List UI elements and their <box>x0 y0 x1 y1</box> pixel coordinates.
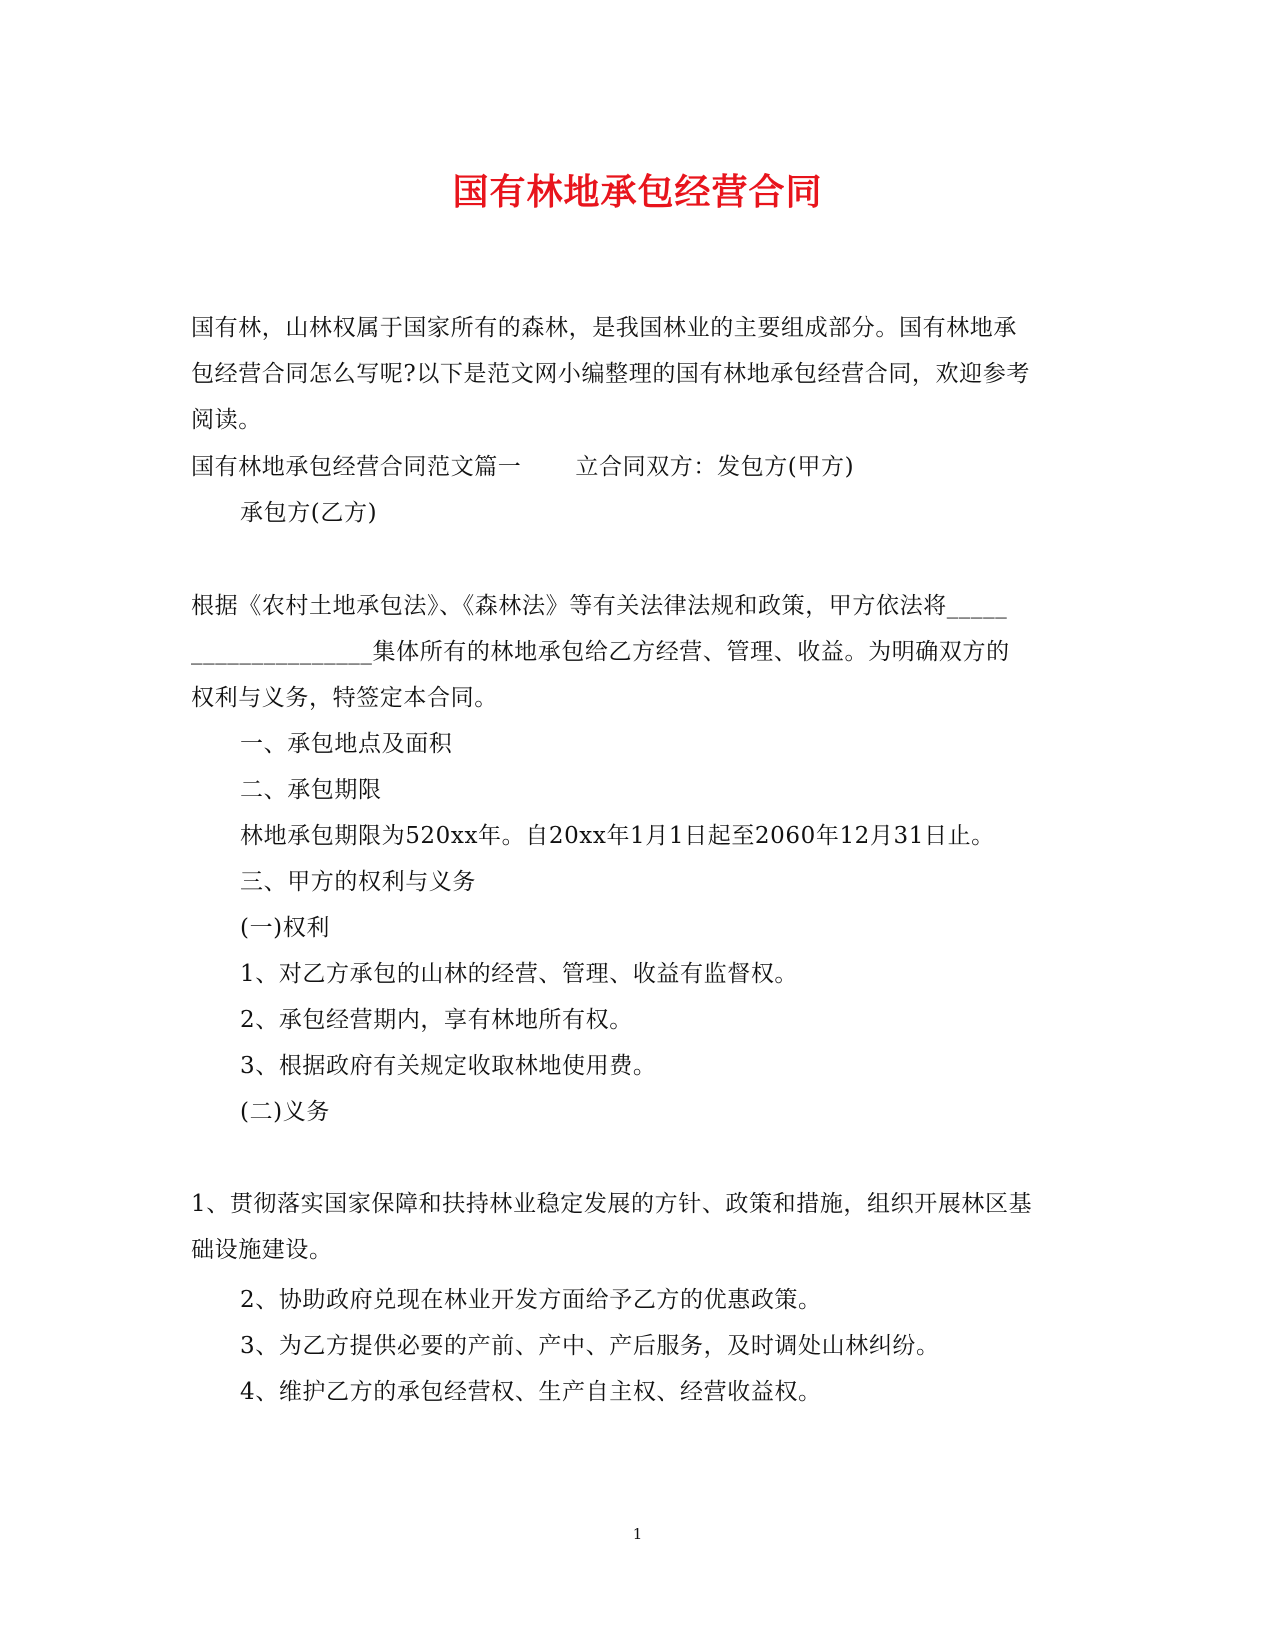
intro-line-2: 包经营合同怎么写呢?以下是范文网小编整理的国有林地承包经营合同，欢迎参考 <box>191 361 1030 387</box>
duties-heading: (二)义务 <box>240 1099 330 1125</box>
contract-sample-title: 国有林地承包经营合同范文篇一 <box>191 454 522 480</box>
duty-item-3: 3、为乙方提供必要的产前、产中、产后服务，及时调处山林纠纷。 <box>240 1333 940 1359</box>
duty-item-4: 4、维护乙方的承包经营权、生产自主权、经营收益权。 <box>240 1379 822 1405</box>
party-b-label: 承包方(乙方) <box>240 500 378 526</box>
party-a-label: 立合同双方：发包方(甲方) <box>575 454 855 480</box>
duty-item-2: 2、协助政府兑现在林业开发方面给予乙方的优惠政策。 <box>240 1287 822 1313</box>
right-item-1: 1、对乙方承包的山林的经营、管理、收益有监督权。 <box>240 961 799 987</box>
clause-heading-location-area: 一、承包地点及面积 <box>240 731 453 757</box>
duty-item-1-line-1: 1、贯彻落实国家保障和扶持林业稳定发展的方针、政策和措施，组织开展林区基 <box>191 1191 1033 1217</box>
rights-heading: (一)权利 <box>240 915 330 941</box>
clause-heading-term: 二、承包期限 <box>240 777 382 803</box>
right-item-3: 3、根据政府有关规定收取林地使用费。 <box>240 1053 657 1079</box>
page-number: 1 <box>632 1525 643 1543</box>
preamble-line-2: _______________集体所有的林地承包给乙方经营、管理、收益。为明确双方的 <box>191 639 1010 665</box>
preamble-line-3: 权利与义务，特签定本合同。 <box>191 685 498 711</box>
clause-heading-party-a: 三、甲方的权利与义务 <box>240 869 476 895</box>
contract-heading-line <box>191 451 854 483</box>
document-title: 国有林地承包经营合同 <box>452 171 823 213</box>
intro-line-1: 国有林，山林权属于国家所有的森林，是我国林业的主要组成部分。国有林地承 <box>191 315 1017 341</box>
duty-item-1-line-2: 础设施建设。 <box>191 1237 333 1263</box>
right-item-2: 2、承包经营期内，享有林地所有权。 <box>240 1007 633 1033</box>
intro-line-3: 阅读。 <box>191 407 262 433</box>
preamble-line-1: 根据《农村土地承包法》、《森林法》等有关法律法规和政策，甲方依法将_____ <box>191 593 1008 619</box>
clause-term-text: 林地承包期限为520xx年。自20xx年1月1日起至2060年12月31日止。 <box>240 823 995 849</box>
